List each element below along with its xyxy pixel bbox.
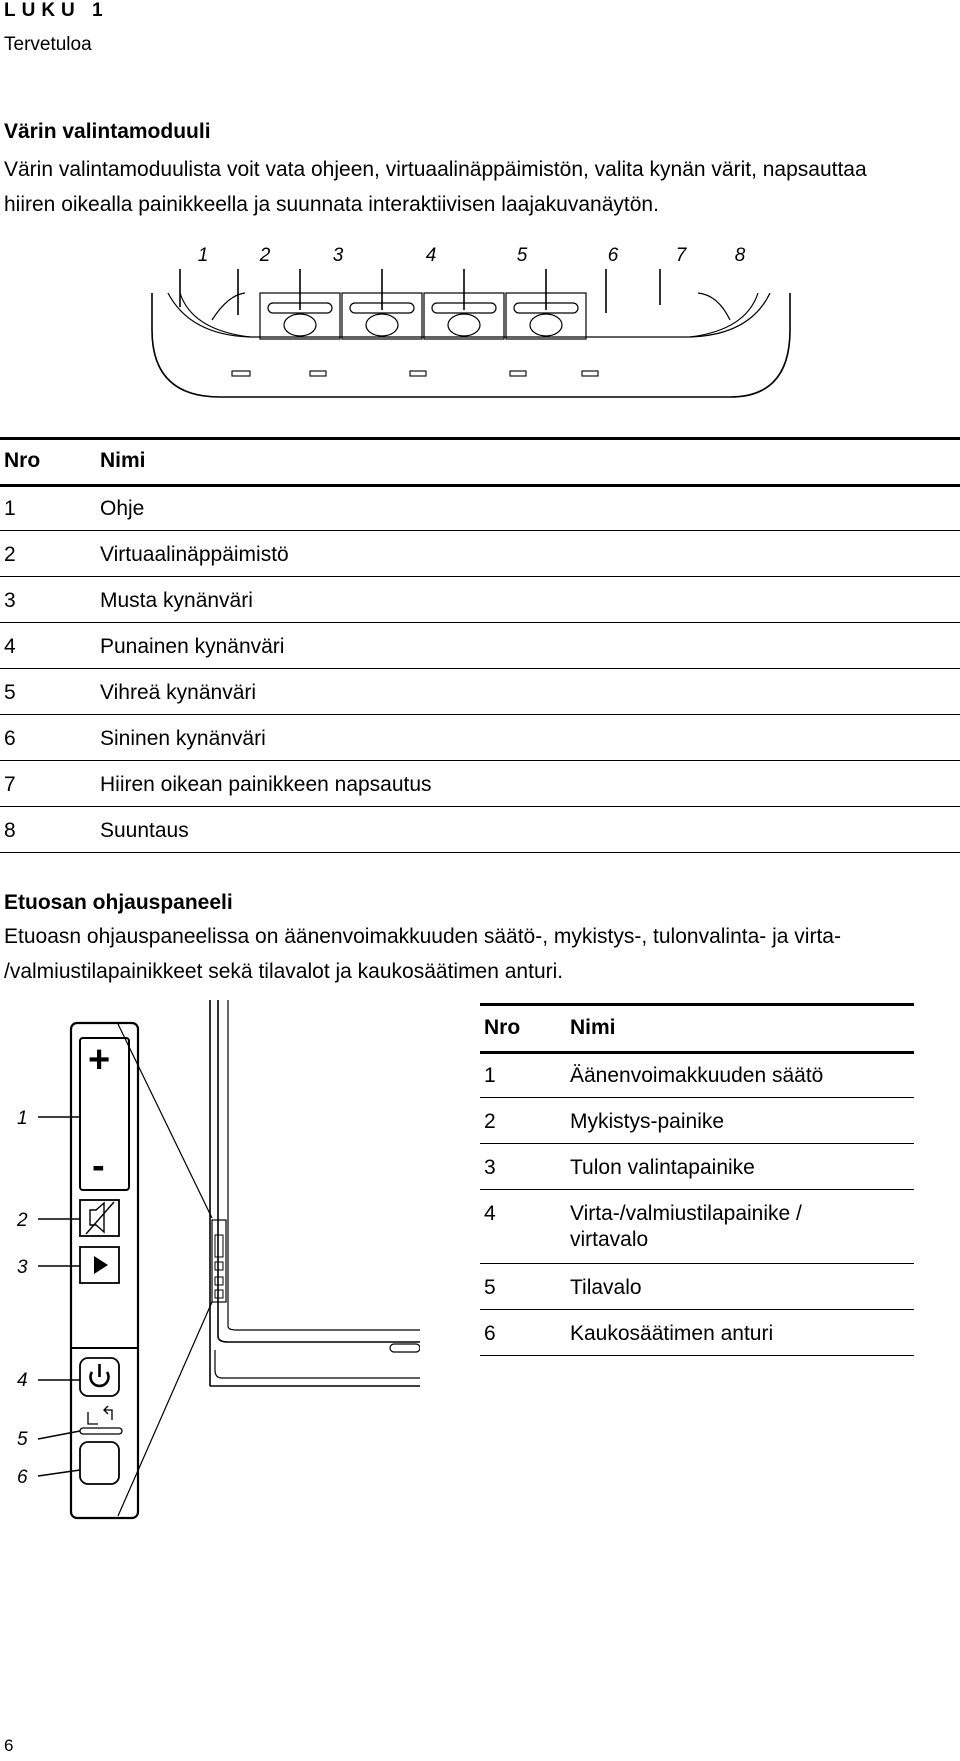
table-cell-name: Punainen kynänväri <box>100 635 285 658</box>
table-cell-nro: 7 <box>4 773 16 796</box>
table-cell-nro: 3 <box>484 1156 496 1179</box>
table-cell-nro: 2 <box>4 543 16 566</box>
chapter-label: LUKU 1 <box>4 0 109 21</box>
table-header-nimi: Nimi <box>570 1016 616 1039</box>
table-cell-nro: 1 <box>484 1064 496 1087</box>
table-rule <box>480 1051 914 1054</box>
table-cell-name: Äänenvoimakkuuden säätö <box>570 1064 824 1087</box>
table-cell-name: Virta-/valmiustilapainike / virtavalo <box>570 1202 802 1251</box>
table-cell-nro: 1 <box>4 497 16 520</box>
table-header-nimi: Nimi <box>100 449 146 472</box>
table-cell-name: Mykistys-painike <box>570 1110 725 1133</box>
table-header-nro: Nro <box>484 1016 521 1039</box>
table-cell-nro: 4 <box>4 635 16 658</box>
table-cell-nro: 3 <box>4 589 16 612</box>
paragraph-line: hiiren oikealla painikkeella ja suunnata interaktiivisen laajakuvanäytön. <box>4 193 659 216</box>
color-module-diagram <box>150 235 800 420</box>
table-cell-name: Sininen kynänväri <box>100 727 266 750</box>
remote-sensor <box>80 1442 119 1484</box>
section-heading-front-panel: Etuosan ohjauspaneeli <box>4 891 233 914</box>
callout-label: 6 <box>607 245 619 266</box>
table-cell-name: Virtuaalinäppäimistö <box>100 543 289 566</box>
paragraph-line: /valmiustilapainikkeet sekä tilavalot ja kaukosäätimen anturi. <box>4 960 564 983</box>
section-intro-front-panel <box>4 919 954 989</box>
volume-minus-icon: - <box>92 1145 105 1187</box>
callout-label: 2 <box>17 1210 28 1231</box>
callout-label: 3 <box>17 1257 28 1278</box>
callout-label: 1 <box>197 245 209 266</box>
table-cell-name: Ohje <box>100 497 145 520</box>
table-cell-nro: 6 <box>484 1322 496 1345</box>
table-cell-nro: 5 <box>484 1276 496 1299</box>
callout-label: 4 <box>425 245 437 266</box>
volume-plus-icon: + <box>88 1039 111 1081</box>
table-rule <box>480 1003 914 1006</box>
front-panel-diagram <box>0 1000 420 1530</box>
table-cell-name: Tilavalo <box>570 1276 642 1299</box>
table-rule <box>0 437 960 440</box>
table-cell-name: Hiiren oikean painikkeen napsautus <box>100 773 432 796</box>
callout-label: 5 <box>516 245 528 266</box>
section-intro-color-module <box>4 152 954 222</box>
table-cell-nro: 6 <box>4 727 16 750</box>
table-cell-name: Kaukosäätimen anturi <box>570 1322 774 1345</box>
table-cell-nro: 4 <box>484 1202 496 1225</box>
paragraph-line: Etuoasn ohjauspaneelissa on äänenvoimakkuuden säätö-, mykistys-, tulonvalinta- ja virta- <box>4 925 841 948</box>
table-cell-name: Vihreä kynänväri <box>100 681 257 704</box>
table-cell-name: Tulon valintapainike <box>570 1156 755 1179</box>
chapter-subtitle: Tervetuloa <box>4 34 92 55</box>
paragraph-line: Värin valintamoduulista voit vata ohjeen, virtuaalinäppäimistön, valita kynän värit, napsauttaa <box>4 158 867 181</box>
callout-label: 6 <box>17 1467 28 1488</box>
callout-label: 5 <box>17 1429 28 1450</box>
status-light <box>80 1428 122 1434</box>
callout-label: 2 <box>259 245 271 266</box>
table-cell-name: Musta kynänväri <box>100 589 253 612</box>
callout-label: 8 <box>734 245 746 266</box>
callout-label: 7 <box>675 245 687 266</box>
callout-label: 1 <box>17 1108 28 1129</box>
callout-label: 3 <box>332 245 344 266</box>
table-cell-name: Suuntaus <box>100 819 189 842</box>
table-cell-nro: 8 <box>4 819 16 842</box>
table-cell-nro: 2 <box>484 1110 496 1133</box>
section-heading-color-module: Värin valintamoduuli <box>4 120 211 143</box>
table-rule <box>0 484 960 487</box>
callout-label: 4 <box>17 1370 28 1391</box>
page-number: 6 <box>4 1736 14 1755</box>
table-cell-nro: 5 <box>4 681 16 704</box>
table-header-nro: Nro <box>4 449 41 472</box>
